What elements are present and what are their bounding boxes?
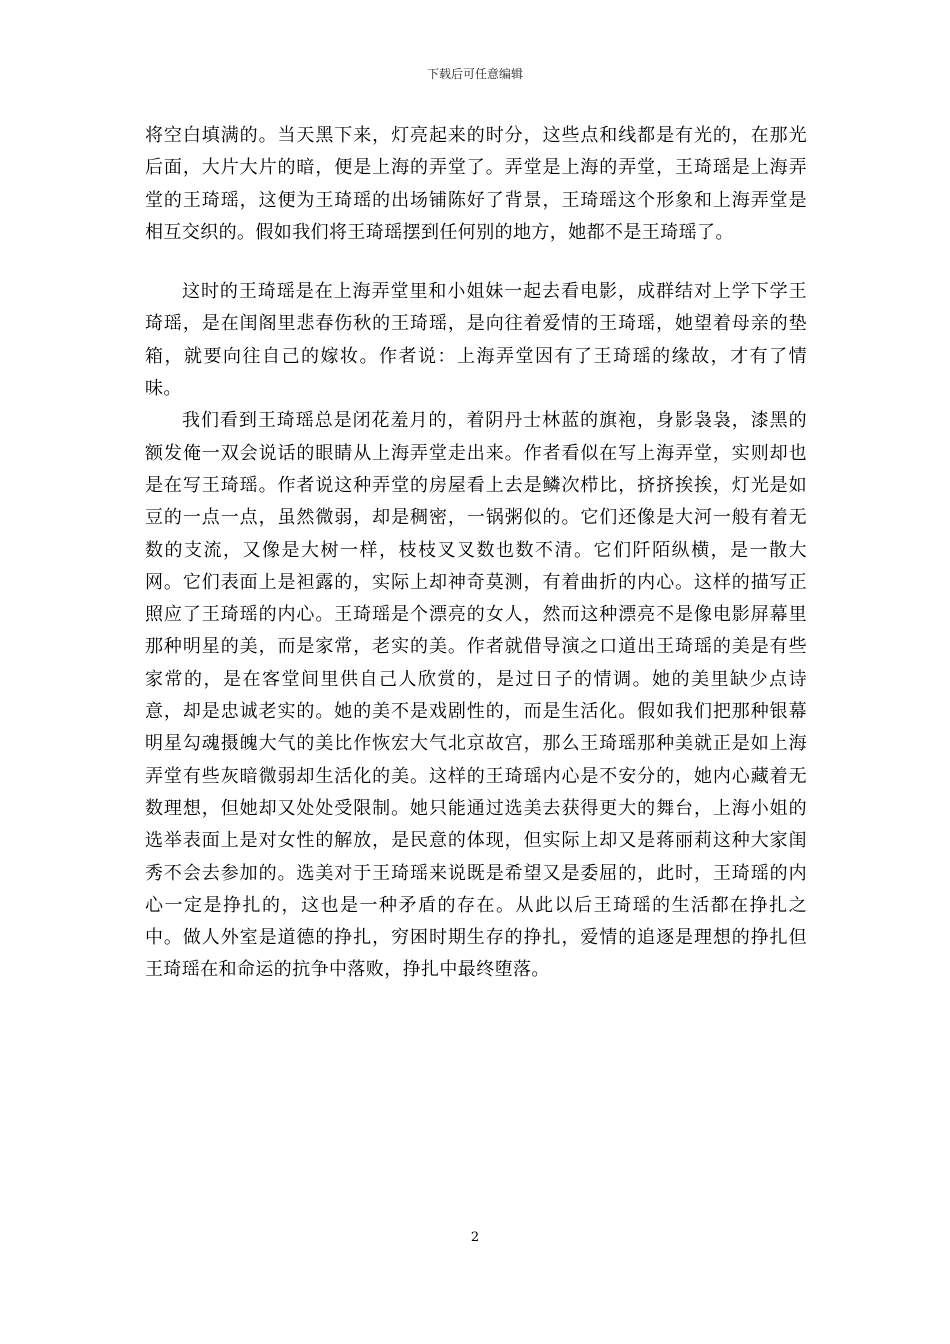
paragraph-continuation: 将空白填满的。当天黑下来，灯亮起来的时分，这些点和线都是有光的，在那光后面，大片大片的暗，便是上海的弄堂了。弄堂是上海的弄堂，王琦瑶是上海弄堂的王琦瑶，这便为王琦瑶的出场铺陈好了背景，王琦瑶这个形象和上海弄堂是相互交织的。假如我们将王琦瑶摆到任何别的地方，她都不是王琦瑶了。 <box>145 125 807 243</box>
paragraph-spacer <box>145 249 807 276</box>
paragraph-wang-qiyao-beauty: 我们看到王琦瑶总是闭花羞月的，着阴丹士林蓝的旗袍，身影袅袅，漆黑的额发俺一双会说话的眼睛从上海弄堂走出来。作者看似在写上海弄堂，实则却也是在写王琦瑶。作者说这种弄堂的房屋看上去是鳞次栉比，挤挤挨挨，灯光是如豆的一点一点，虽然微弱，却是稠密，一锅粥似的。它们还像是大河一般有着无数的支流，又像是大树一样，枝枝叉叉数也数不清。它们阡陌纵横，是一散大网。它们表面上是袒露的，实际上却神奇莫测，有着曲折的内心。这样的描写正照应了王琦瑶的内心。王琦瑶是个漂亮的女人，然而这种漂亮不是像电影屏幕里那种明星的美，而是家常，老实的美。作者就借导演之口道出王琦瑶的美是有些家常的，是在客堂间里供自己人欣赏的，是过日子的情调。她的美里缺少点诗意，却是忠诚老实的。她的美不是戏剧性的，而是生活化。假如我们把那种银幕明星勾魂摄魄大气的美比作恢宏大气北京故宫，那么王琦瑶那种美就正是如上海弄堂有些灰暗微弱却生活化的美。这样的王琦瑶内心是不安分的，她内心藏着无数理想，但她却又处处受限制。她只能通过选美去获得更大的舞台，上海小姐的选举表面上是对女性的解放，是民意的体现，但实际上却又是蒋丽莉这种大家闺秀不会去参加的。选美对于王琦瑶来说既是希望又是委屈的，此时，王琦瑶的内心一定是挣扎的，这也是一种矛盾的存在。从此以后王琦瑶的生活都在挣扎之中。做人外室是道德的挣扎，穷困时期生存的挣扎，爱情的追逐是理想的挣扎但王琦瑶在和命运的抗争中落败，挣扎中最终堕落。 <box>145 410 807 981</box>
page-header: 下载后可任意编辑 <box>426 67 523 81</box>
page-number: 2 <box>470 1230 480 1245</box>
paragraph-wang-qiyao-youth: 这时的王琦瑶是在上海弄堂里和小姐妹一起去看电影，成群结对上学下学王琦瑶，是在闺阁里悲春伤秋的王琦瑶，是向往着爱情的王琦瑶，她望着母亲的垫箱，就要向往自己的嫁妆。作者说：上海弄堂因有了王琦瑶的缘故，才有了情味。 <box>145 281 807 400</box>
document-body <box>145 120 807 987</box>
